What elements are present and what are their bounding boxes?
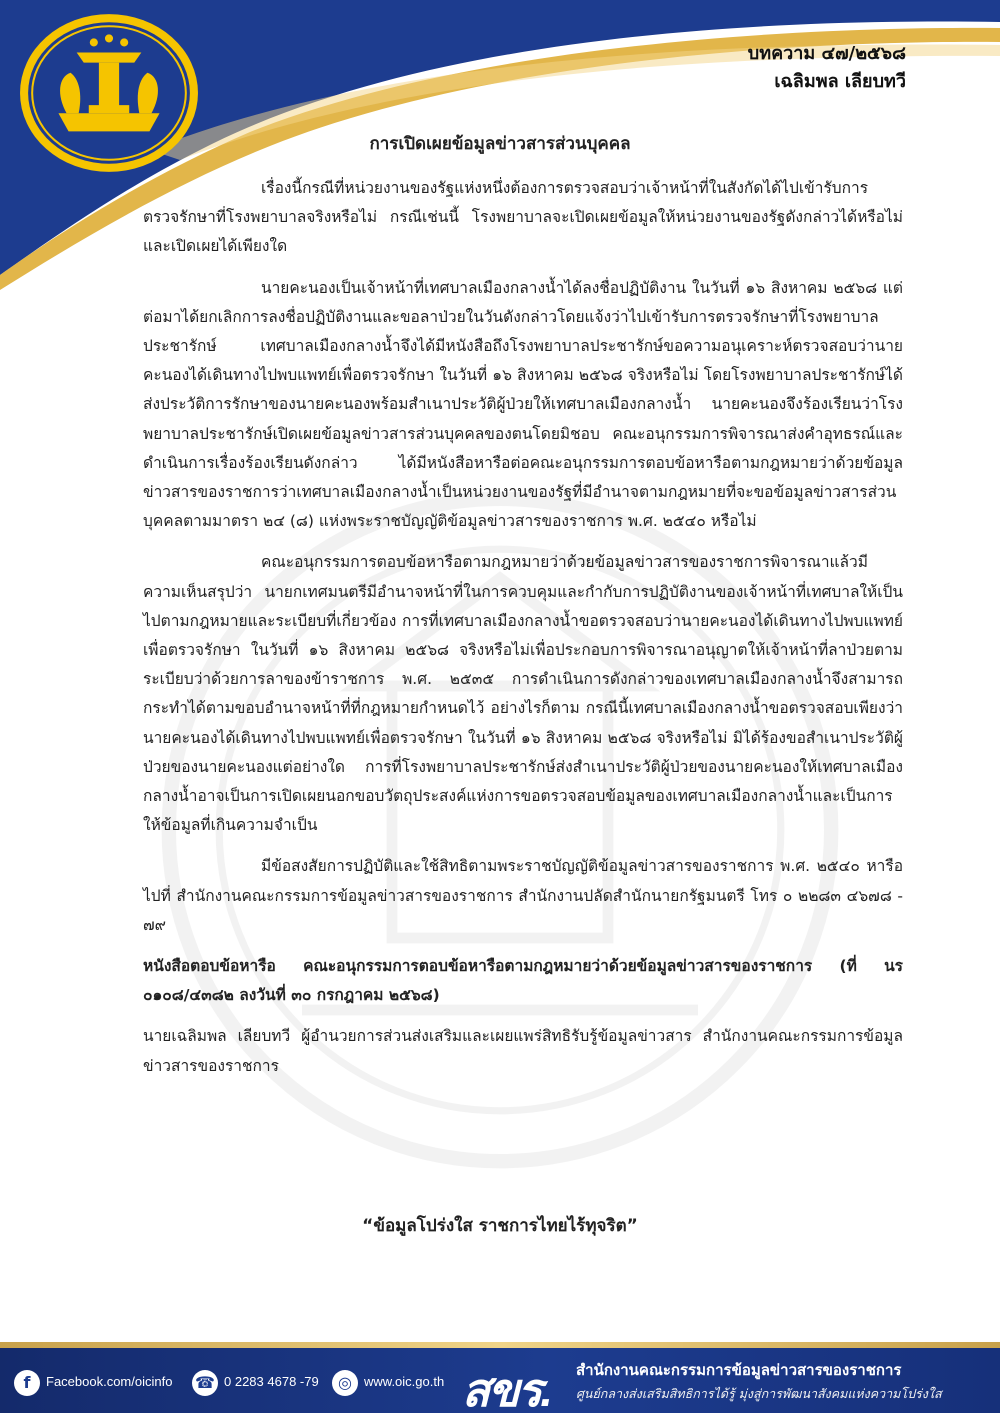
- facebook-icon: f: [14, 1370, 40, 1396]
- paragraph-opinion: คณะอนุกรรมการตอบข้อหารือตามกฎหมายว่าด้วยข้อมูลข่าวสารของราชการพิจารณาแล้วมีความเห็นสรุปว่า นายกเทศมนตรีมีอำนาจหน้าที่ในการควบคุมและกำกับการปฏิบัติงานของเจ้าหน้าที่เทศบาลให้เป็นไปตามกฎหมายและระเบียบที่เกี่ยวข้อง การที่เทศบาลเมืองกลางน้ำขอตรวจสอบว่านายคะนองได้เดินทางไปพบแพทย์เพื่อตรวจรักษา ในวันที่ ๑๖ สิงหาคม ๒๕๖๘ จริงหรือไม่เพื่อประกอบการพิจารณาอนุญาตให้เจ้าหน้าที่ลาป่วยตามระเบียบว่าด้วยการลาของข้าราชการ พ.ศ. ๒๕๓๕ การดำเนินการดังกล่าวของเทศบาลเมืองกลางน้ำจึงสามารถกระทำได้ตามขอบอำนาจหน้าที่ที่กฎหมายกำหนดไว้ อย่างไรก็ตาม กรณีนี้เทศบาลเมืองกลางน้ำขอตรวจสอบเพียงว่านายคะนองได้เดินทางไปพบแพทย์เพื่อตรวจรักษา ในวันที่ ๑๖ สิงหาคม ๒๕๖๘ จริงหรือไม่ มิได้ร้องขอสำเนาประวัติผู้ป่วยของนายคะนองแต่อย่างใด การที่โรงพยาบาลประชารักษ์ส่งสำเนาประวัติผู้ป่วยของนายคะนองให้เทศบาลเมืองกลางน้ำอาจเป็นการเปิดเผยนอกขอบวัตถุประสงค์แห่งการขอตรวจสอบข้อมูลของเทศบาลเมืองกลางน้ำและเป็นการให้ข้อมูลที่เกินความจำเป็น: [143, 553, 903, 835]
- globe-icon: ◎: [332, 1370, 358, 1396]
- paragraph-author: นายเฉลิมพล เลียบทวี ผู้อำนวยการส่วนส่งเสริมและเผยแพร่สิทธิรับรู้ข้อมูลข่าวสาร สำนักงานคณะกรรมการข้อมูลข่าวสารของราชการ: [143, 1027, 903, 1075]
- article-author: เฉลิมพล เลียบทวี: [774, 71, 906, 92]
- article-reference: [748, 40, 906, 96]
- paragraph-contact: มีข้อสงสัยการปฏิบัติและใช้สิทธิตามพระราชบัญญัติข้อมูลข่าวสารของราชการ พ.ศ. ๒๕๔๐ หารือไปที่ สำนักงานคณะกรรมการข้อมูลข่าวสารของราชการ สำนักงานปลัดสำนักนายกรัฐมนตรี โทร ๐ ๒๒๘๓ ๔๖๗๘ - ๗๙: [143, 857, 904, 934]
- phone-icon: ☎: [192, 1370, 218, 1396]
- motto: “ข้อมูลโปร่งใส ราชการไทยไร้ทุจริต”: [362, 1216, 638, 1236]
- paragraph-intro: เรื่องนี้กรณีที่หน่วยงานของรัฐแห่งหนึ่งต้องการตรวจสอบว่าเจ้าหน้าที่ในสังกัดได้ไปเข้ารับการตรวจรักษาที่โรงพยาบาลจริงหรือไม่ กรณีเช่นนี้ โรงพยาบาลจะเปิดเผยข้อมูลให้หน่วยงานของรัฐดังกล่าวได้หรือไม่ และเปิดเผยได้เพียงใด: [143, 179, 903, 256]
- page-title: การเปิดเผยข้อมูลข่าวสารส่วนบุคคล: [369, 134, 631, 154]
- footer: [0, 1348, 1000, 1416]
- paragraph-facts: นายคะนองเป็นเจ้าหน้าที่เทศบาลเมืองกลางน้ำได้ลงชื่อปฏิบัติงาน ในวันที่ ๑๖ สิงหาคม ๒๕๖๘ แต่ต่อมาได้ยกเลิกการลงชื่อปฏิบัติงานและขอลาป่วยในวันดังกล่าวโดยแจ้งว่าไปเข้ารับการตรวจรักษาที่โรงพยาบาลประชารักษ์ เทศบาลเมืองกลางน้ำจึงได้มีหนังสือถึงโรงพยาบาลประชารักษ์ขอความอนุเคราะห์ตรวจสอบว่านายคะนองได้เดินทางไปพบแพทย์เพื่อตรวจรักษา ในวันที่ ๑๖ สิงหาคม ๒๕๖๘ จริงหรือไม่ โดยโรงพยาบาลประชารักษ์ได้ส่งประวัติการรักษาของนายคะนองพร้อมสำเนาประวัติผู้ป่วยให้เทศบาลเมืองกลางน้ำ นายคะนองจึงร้องเรียนว่าโรงพยาบาลประชารักษ์เปิดเผยข้อมูลข่าวสารส่วนบุคคลของตนโดยมิชอบ คณะอนุกรรมการพิจารณาส่งคำอุทธรณ์และดำเนินการเรื่องร้องเรียนดังกล่าว ได้มีหนังสือหารือต่อคณะอนุกรรมการตอบข้อหารือตามกฎหมายว่าด้วยข้อมูลข่าวสารของราชการว่าเทศบาลเมืองกลางน้ำเป็นหน่วยงานของรัฐที่มีอำนาจตามกฎหมายที่จะขอข้อมูลข่าวสารส่วนบุคคลตามมาตรา ๒๔ (๘) แห่งพระราชบัญญัติข้อมูลข่าวสารของราชการ พ.ศ. ๒๕๔๐ หรือไม่: [143, 278, 903, 531]
- paragraph-reference: หนังสือตอบข้อหารือ คณะอนุกรรมการตอบข้อหารือตามกฎหมายว่าด้วยข้อมูลข่าวสารของราชการ (ที่ นร ๐๑๐๘/๔๓๘๒ ลงวันที่ ๓๐ กรกฎาคม ๒๕๖๘): [143, 957, 903, 1005]
- facebook-link[interactable]: Facebook.com/oicinfo: [46, 1374, 173, 1389]
- website-link[interactable]: www.oic.go.th: [364, 1374, 445, 1389]
- brand-logo: สขร.: [462, 1364, 552, 1416]
- office-tagline: ศูนย์กลางส่งเสริมสิทธิการได้รู้ มุ่งสู่การพัฒนาสังคมแห่งความโปร่งใส: [576, 1386, 942, 1401]
- article-number: บทความ ๔๗/๒๕๖๘: [747, 43, 906, 64]
- phone-number: 0 2283 4678 -79: [224, 1374, 319, 1389]
- office-name: สำนักงานคณะกรรมการข้อมูลข่าวสารของราชการ: [576, 1361, 902, 1379]
- article-body: [143, 174, 903, 1093]
